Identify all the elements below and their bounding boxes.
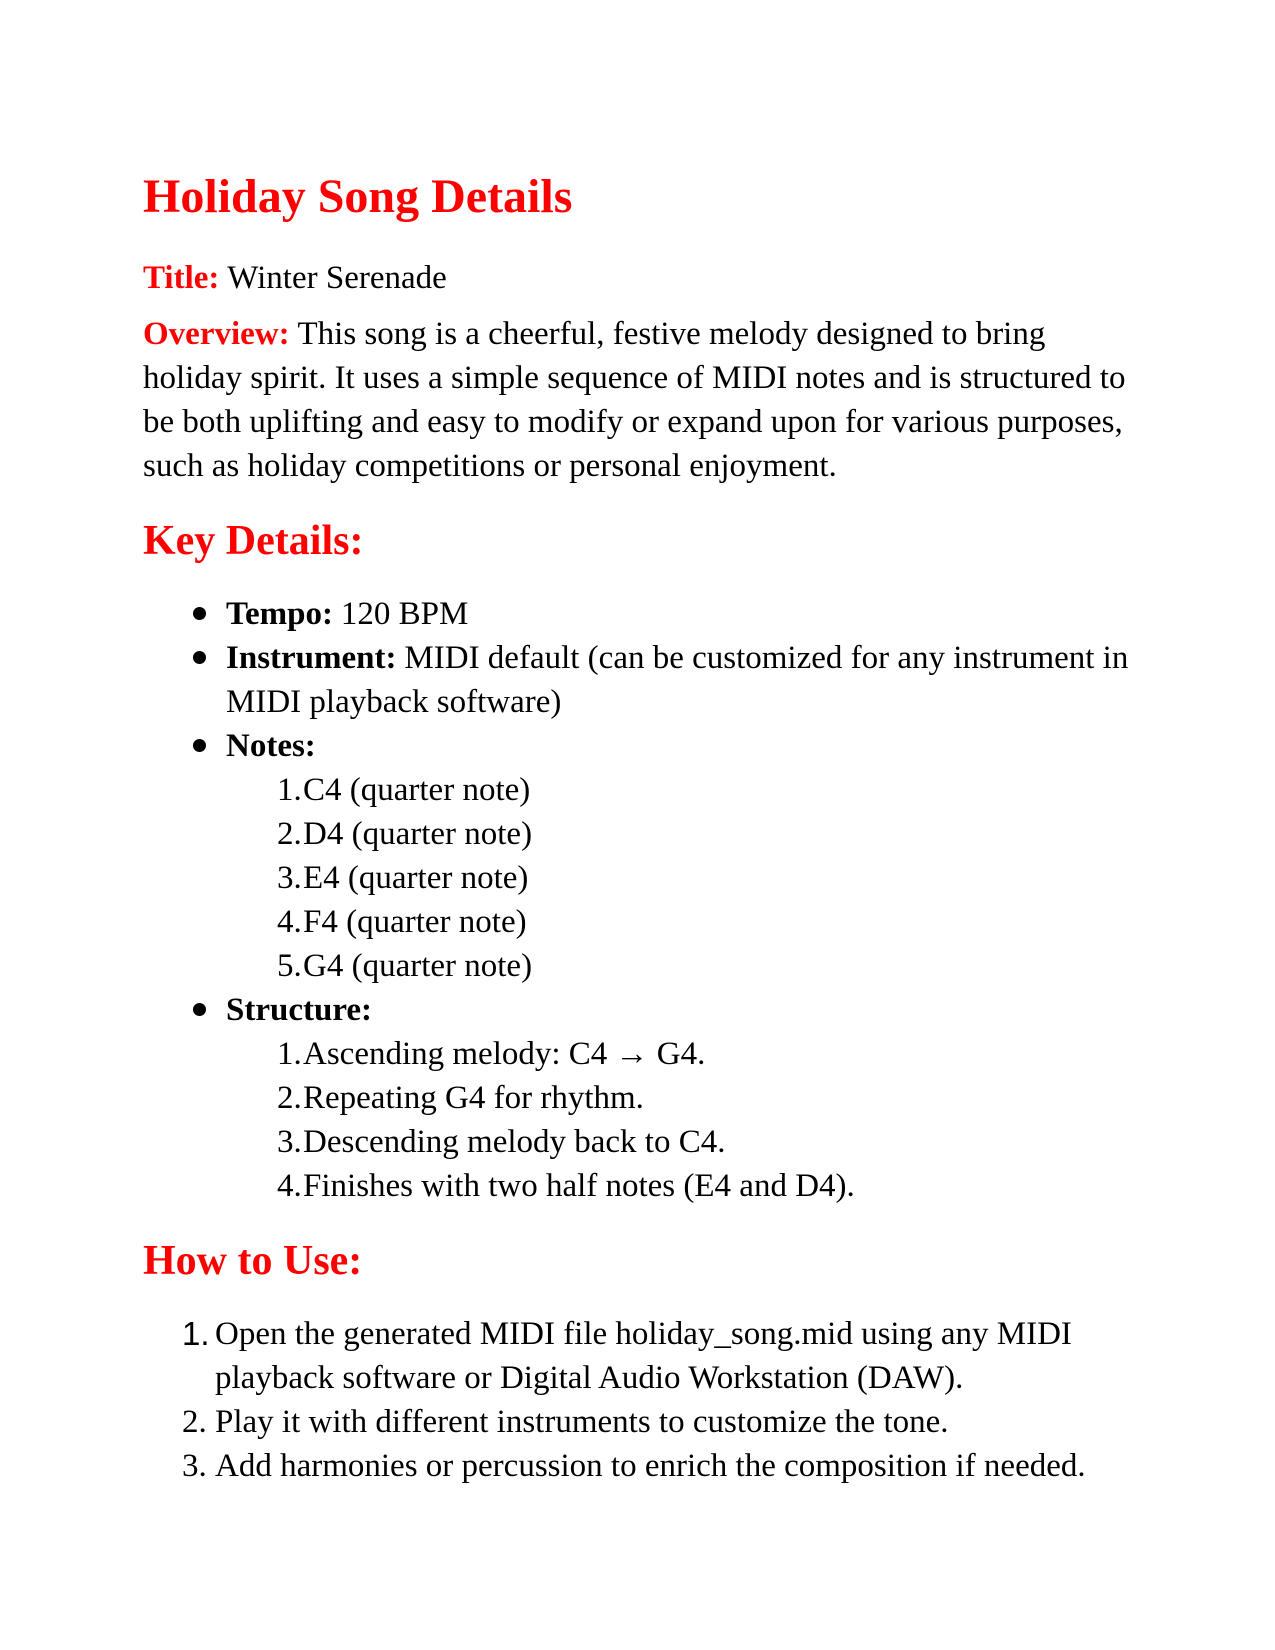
structure-item xyxy=(226,1076,1133,1120)
tempo-label: Tempo: xyxy=(226,596,333,632)
title-value: Winter Serenade xyxy=(227,260,447,296)
note-item xyxy=(226,856,1133,900)
page-title: Holiday Song Details xyxy=(143,170,573,223)
note-item-number: 5. xyxy=(277,948,302,984)
step-item xyxy=(143,1444,1133,1488)
note-item-text: F4 (quarter note) xyxy=(303,904,527,940)
tempo-value: 120 BPM xyxy=(340,596,469,632)
notes-label: Notes: xyxy=(226,728,316,764)
structure-item xyxy=(226,1164,1133,1208)
instrument-label: Instrument: xyxy=(226,640,397,676)
list-item-notes xyxy=(143,724,1133,988)
note-item xyxy=(226,768,1133,812)
structure-item-number: 1. xyxy=(277,1036,302,1072)
how-to-use-heading: How to Use: xyxy=(143,1238,363,1284)
note-item-text: D4 (quarter note) xyxy=(303,816,533,852)
title-label: Title: xyxy=(143,260,220,296)
bullet-icon xyxy=(193,739,206,752)
structure-item-number: 3. xyxy=(277,1124,302,1160)
note-item-number: 3. xyxy=(277,860,302,896)
note-item xyxy=(226,812,1133,856)
bullet-icon xyxy=(193,607,206,620)
list-item-instrument xyxy=(143,636,1133,724)
note-item-number: 1. xyxy=(277,772,302,808)
title-line xyxy=(143,256,1133,300)
how-to-use-list xyxy=(143,1312,1133,1488)
structure-item-text: Descending melody back to C4. xyxy=(303,1124,726,1160)
structure-item xyxy=(226,1032,1133,1076)
overview-text: This song is a cheerful, festive melody designed to bring holiday spirit. It uses a simple sequence of MIDI notes and is structured to be both uplifting and easy to modify or expand upon for various purposes, such as holiday competitions or personal enjoyment. xyxy=(143,316,1126,484)
structure-item-text: Repeating G4 for rhythm. xyxy=(303,1080,644,1116)
instrument-value: MIDI default (can be customized for any instrument in MIDI playback software) xyxy=(226,640,1129,720)
note-item xyxy=(226,944,1133,988)
bullet-icon xyxy=(193,651,206,664)
step-item xyxy=(143,1400,1133,1444)
note-item-text: E4 (quarter note) xyxy=(303,860,529,896)
structure-item-number: 2. xyxy=(277,1080,302,1116)
step-number: 1. xyxy=(182,1315,210,1352)
overview-paragraph xyxy=(143,312,1133,488)
list-item-structure xyxy=(143,988,1133,1208)
structure-item xyxy=(226,1120,1133,1164)
step-number: 2. xyxy=(182,1404,207,1440)
key-details-heading: Key Details: xyxy=(143,518,364,564)
note-item-text: G4 (quarter note) xyxy=(303,948,533,984)
step-text: Open the generated MIDI file holiday_song.mid using any MIDI playback software or Digital Audio Workstation (DAW). xyxy=(215,1316,1072,1396)
step-text: Play it with different instruments to customize the tone. xyxy=(215,1404,949,1440)
step-text: Add harmonies or percussion to enrich the composition if needed. xyxy=(215,1448,1086,1484)
structure-label: Structure: xyxy=(226,992,373,1028)
step-item xyxy=(143,1312,1133,1400)
list-item-tempo xyxy=(143,592,1133,636)
bullet-icon xyxy=(193,1003,206,1016)
note-item-number: 2. xyxy=(277,816,302,852)
note-item-text: C4 (quarter note) xyxy=(303,772,531,808)
structure-item-number: 4. xyxy=(277,1168,302,1204)
overview-label: Overview: xyxy=(143,316,290,352)
step-number: 3. xyxy=(182,1448,207,1484)
structure-item-text: Ascending melody: C4 → G4. xyxy=(303,1036,706,1072)
note-item xyxy=(226,900,1133,944)
key-details-list xyxy=(143,592,1133,1208)
note-item-number: 4. xyxy=(277,904,302,940)
structure-item-text: Finishes with two half notes (E4 and D4). xyxy=(303,1168,855,1204)
